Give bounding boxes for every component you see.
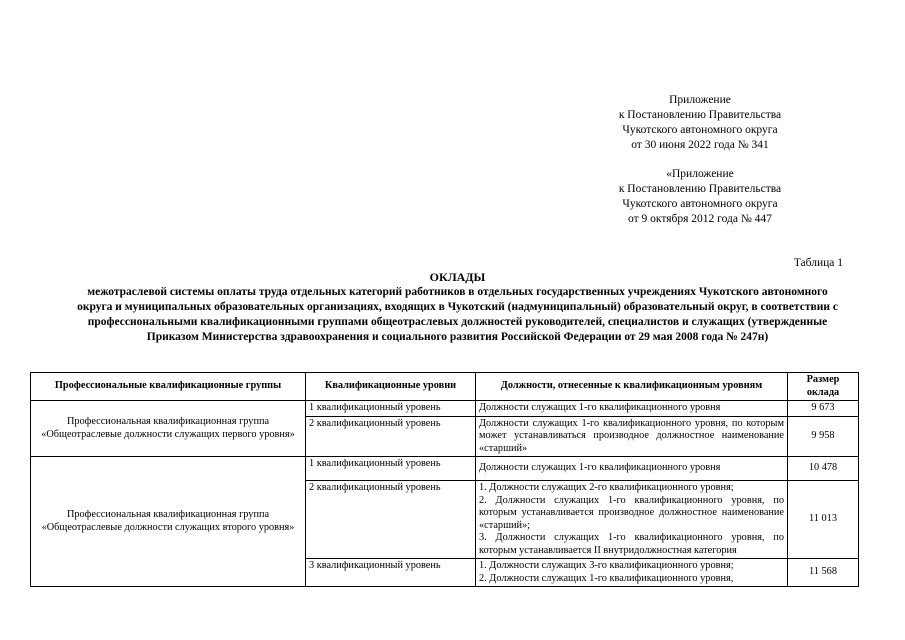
salary-cell: 11 013 [788, 481, 859, 559]
positions-cell: Должности служащих 1-го квалификационного уровня [476, 457, 788, 481]
approval-line: Чукотского автономного округа [622, 124, 778, 136]
level-cell: 3 квалификационный уровень [306, 559, 476, 587]
approval-line: от 30 июня 2022 года № 341 [631, 139, 769, 151]
header-level: Квалификационные уровни [306, 373, 476, 401]
approval-block-original [560, 167, 840, 227]
position-item: 1. Должности служащих 3-го квалификационного уровня; [479, 560, 734, 571]
approval-line: к Постановлению Правительства [618, 183, 782, 195]
group-name: Профессиональная квалификационная группа «Общеотраслевые должности служащих первого уровня» [31, 401, 306, 457]
header-group: Профессиональные квалификационные группы [31, 373, 306, 401]
title-subtitle: межотраслевой системы оплаты труда отдельных категорий работников в отдельных государственных учреждениях Чукотского автономного округа и муниципальных образовательных организациях, входящих в Чукотский (надмуниципальный) образовательный округ, в соответствии с профессиональными квалификационными группами общеотраслевых должностей руководителей, специалистов и служащих (утвержденные Приказом Министерства здравоохранения и социального развития Российской Федерации от 29 мая 2008 года № 247н) [77, 286, 838, 343]
salary-cell: 9 958 [788, 416, 859, 457]
level-cell: 2 квалификационный уровень [306, 416, 476, 457]
salary-cell: 10 478 [788, 457, 859, 481]
positions-cell: Должности служащих 1-го квалификационного уровня, по которым может устанавливаться производное должностное наименование «старший» [476, 416, 788, 457]
table-header-row [31, 373, 859, 401]
position-item: 3. Должности служащих 1-го квалификационного уровня, по которым устанавливается II внутридолжностная категория [479, 532, 784, 556]
approval-line: «Приложение [666, 168, 734, 180]
group-name: Профессиональная квалификационная группа «Общеотраслевые должности служащих второго уровня» [31, 457, 306, 587]
positions-cell: Должности служащих 1-го квалификационного уровня [476, 401, 788, 417]
header-salary: Размер оклада [788, 373, 859, 401]
table-number: Таблица 1 [793, 257, 843, 269]
approval-block-current [560, 93, 840, 153]
table-row [31, 457, 859, 481]
title-heading: ОКЛАДЫ [429, 270, 486, 284]
position-item: 1. Должности служащих 2-го квалификационного уровня; [479, 482, 734, 493]
salary-cell: 9 673 [788, 401, 859, 417]
approval-line: от 9 октября 2012 года № 447 [628, 213, 772, 225]
approval-line: Чукотского автономного округа [622, 198, 778, 210]
level-cell: 1 квалификационный уровень [306, 457, 476, 481]
approval-line: к Постановлению Правительства [618, 109, 782, 121]
approval-line: Приложение [669, 94, 731, 106]
position-item: 2. Должности служащих 1-го квалификационного уровня, [479, 572, 734, 584]
positions-cell [476, 481, 788, 559]
positions-cell [476, 559, 788, 587]
salary-table [30, 372, 859, 587]
level-cell: 2 квалификационный уровень [306, 481, 476, 559]
document-title [70, 270, 845, 345]
table-row [31, 401, 859, 417]
position-item: 2. Должности служащих 1-го квалификационного уровня, по которым устанавливается производное должностное наименование «старший»; [479, 494, 784, 531]
salary-cell: 11 568 [788, 559, 859, 587]
level-cell: 1 квалификационный уровень [306, 401, 476, 417]
header-positions: Должности, отнесенные к квалификационным уровням [476, 373, 788, 401]
